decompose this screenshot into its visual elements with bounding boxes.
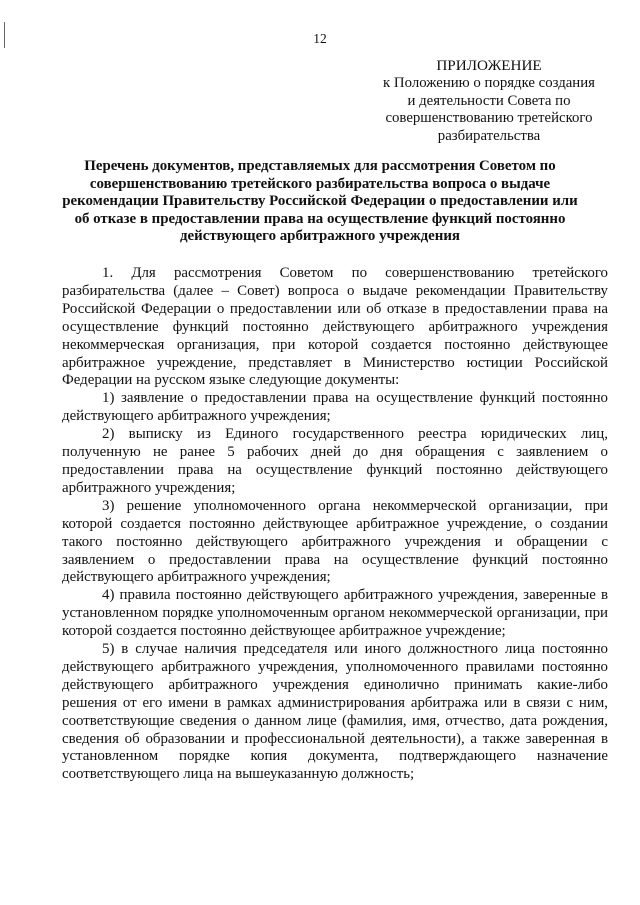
- paragraph-intro: 1. Для рассмотрения Советом по совершенствованию третейского разбирательства (далее – Совет) вопроса о выдаче рекомендации Правительству Российской Федерации о предоставлении или об отказе в предоставлении права на осуществление функций постоянно действующего арбитражного учреждения некоммерческая организация, при которой создается постоянно действующее арбитражное учреждение, представляет в Министерство юстиции Российской Федерации на русском языке следующие документы:: [62, 265, 608, 389]
- appendix-line: разбирательства: [437, 128, 541, 145]
- list-item-4: 4) правила постоянно действующего арбитражного учреждения, заверенные в установленном порядке уполномоченным органом некоммерческой организации, при которой создается постоянно действующее арбитражное учреждение;: [62, 587, 608, 640]
- page-number: 12: [313, 31, 327, 46]
- appendix-line: к Положению о порядке создания: [383, 74, 595, 91]
- list-item-1: 1) заявление о предоставлении права на осуществление функций постоянно действующего арбитражного учреждения;: [62, 390, 608, 425]
- document-title: Перечень документов, представляемых для рассмотрения Советом по совершенствованию третейского разбирательства вопроса о выдаче рекомендации Правительству Российской Федерации о предоставлении или об отказе в предоставлении права на осуществление функций постоянно действующего арбитражного учреждения: [62, 158, 578, 245]
- appendix-header: [378, 57, 600, 146]
- document-body: [62, 265, 608, 784]
- list-item-2: 2) выписку из Единого государственного реестра юридических лиц, полученную не ранее 5 рабочих дней до дня обращения с заявлением о предоставлении права на осуществление функций постоянно действующего арбитражного учреждения;: [62, 426, 608, 496]
- appendix-line: совершенствованию третейского: [385, 110, 593, 127]
- list-item-5: 5) в случае наличия председателя или иного должностного лица постоянно действующего арбитражного учреждения, уполномоченного правилами постоянно действующего арбитражного учреждения единолично принимать какие-либо решения от его имени в рамках администрирования арбитража или в связи с ним, соответствующие сведения о данном лице (фамилия, имя, отчество, дата рождения, сведения об образовании и профессиональной деятельности), а также заверенная в установленном порядке копия документа, подтверждающего назначение соответствующего лица на вышеуказанную должность;: [62, 641, 608, 783]
- appendix-title: ПРИЛОЖЕНИЕ: [436, 57, 542, 74]
- appendix-line: и деятельности Совета по: [407, 92, 571, 109]
- list-item-3: 3) решение уполномоченного органа некоммерческой организации, при которой создается постоянно действующее арбитражное учреждение, о создании такого постоянно действующего арбитражного учреждения и обращении с заявлением о предоставлении права на осуществление функций постоянно действующего арбитражного учреждения;: [62, 497, 608, 586]
